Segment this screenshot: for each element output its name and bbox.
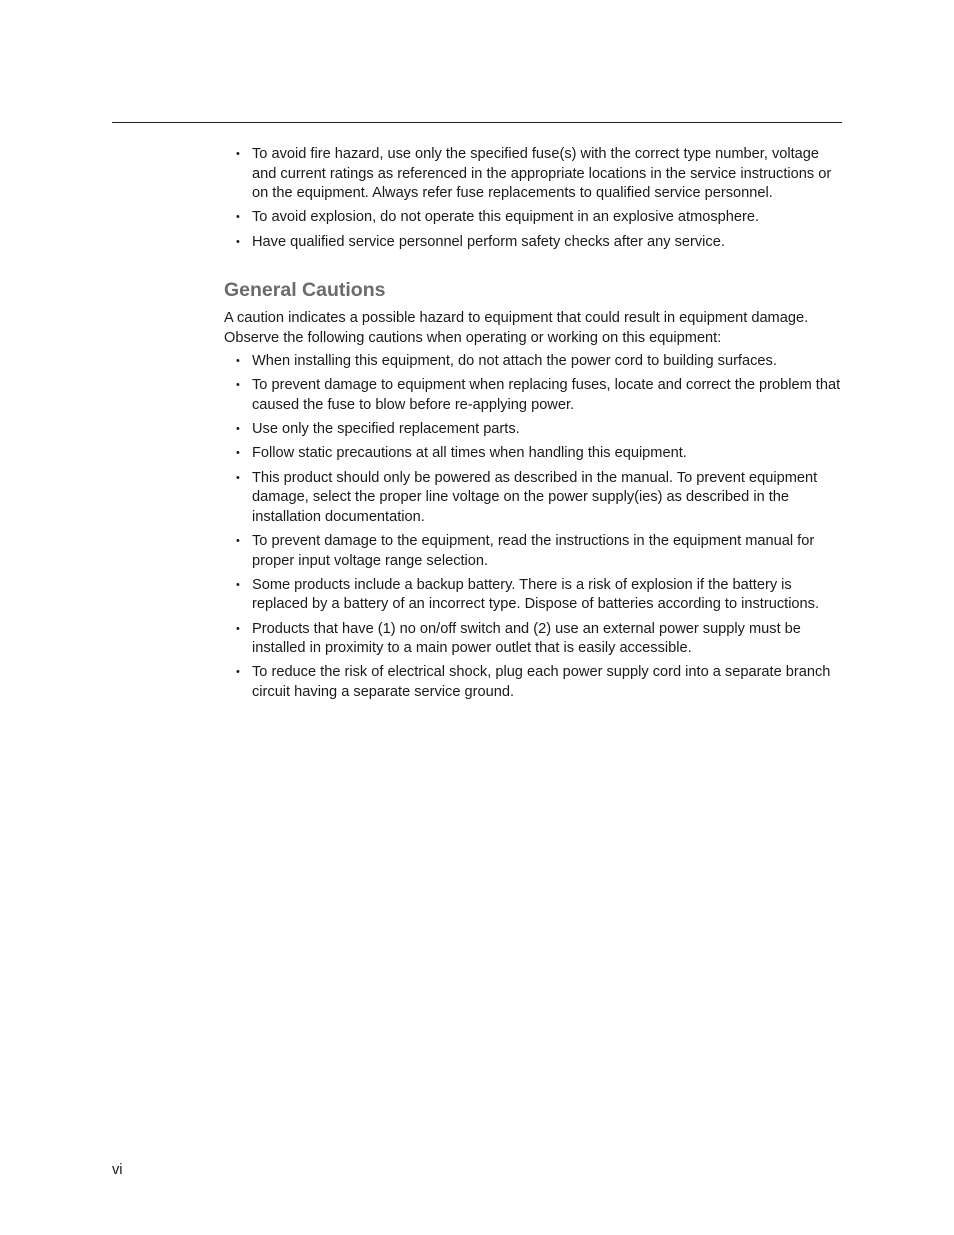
list-item-text: Products that have (1) no on/off switch and (2) use an external power supply must be installed in proximity to a main power outlet that is easily accessible. (252, 620, 801, 657)
list-item-text: To prevent damage to the equipment, read the instructions in the equipment manual for proper input voltage range selection. (252, 533, 815, 569)
list-item-text: To reduce the risk of electrical shock, plug each power supply cord into a separate branch circuit having a separate service ground. (252, 664, 831, 700)
list-item-text: When installing this equipment, do not attach the power cord to building surfaces. (252, 353, 777, 370)
bullet-icon: • (236, 666, 240, 679)
bullet-icon: • (236, 423, 240, 436)
list-item-text: To prevent damage to equipment when replacing fuses, locate and correct the problem that caused the fuse to blow before re-applying power. (252, 377, 841, 413)
list-item (224, 576, 842, 615)
bullet-icon: • (236, 211, 240, 224)
list-item (224, 208, 842, 228)
list-item (224, 469, 842, 528)
bullet-icon: • (236, 622, 240, 635)
bullet-icon: • (236, 471, 240, 484)
list-item-text: Use only the specified replacement parts. (252, 421, 520, 438)
list-item (224, 663, 842, 702)
bullet-icon: • (236, 235, 240, 248)
list-item (224, 620, 842, 659)
general-cautions-intro: A caution indicates a possible hazard to equipment that could result in equipment damage. Observe the following cautions when operating or working on this equipment: (224, 310, 809, 346)
list-item-text: Some products include a backup battery. There is a risk of explosion if the battery is replaced by a battery of an incorrect type. Dispose of batteries according to instructions. (252, 576, 820, 613)
list-item (224, 145, 842, 204)
list-item (224, 420, 842, 440)
list-item (224, 376, 842, 415)
page-number: vi (112, 1162, 123, 1178)
list-item-text: Follow static precautions at all times when handling this equipment. (252, 445, 687, 462)
list-item (224, 233, 842, 253)
list-item (224, 352, 842, 372)
bullet-icon: • (236, 535, 240, 548)
list-item-text: This product should only be powered as described in the manual. To prevent equipment damage, select the proper line voltage on the power supply(ies) as described in the installation documentation. (252, 469, 818, 525)
bullet-icon: • (236, 355, 240, 368)
list-item (224, 532, 842, 571)
bullet-icon: • (236, 578, 240, 591)
warnings-list (224, 145, 842, 252)
list-item-text: To avoid fire hazard, use only the specified fuse(s) with the correct type number, voltage and current ratings as referenced in the appropriate locations in the service instructions or on the equipment. Always refer fuse replacements to qualified service personnel. (252, 146, 832, 201)
page-content (224, 145, 842, 707)
bullet-icon: • (236, 148, 240, 160)
list-item-text: To avoid explosion, do not operate this equipment in an explosive atmosphere. (252, 209, 760, 226)
list-item (224, 444, 842, 464)
cautions-list (224, 352, 842, 702)
bullet-icon: • (236, 379, 240, 392)
header-rule (112, 122, 842, 123)
section-heading-general-cautions: General Cautions (224, 279, 386, 302)
bullet-icon: • (236, 447, 240, 460)
list-item-text: Have qualified service personnel perform safety checks after any service. (252, 233, 725, 250)
